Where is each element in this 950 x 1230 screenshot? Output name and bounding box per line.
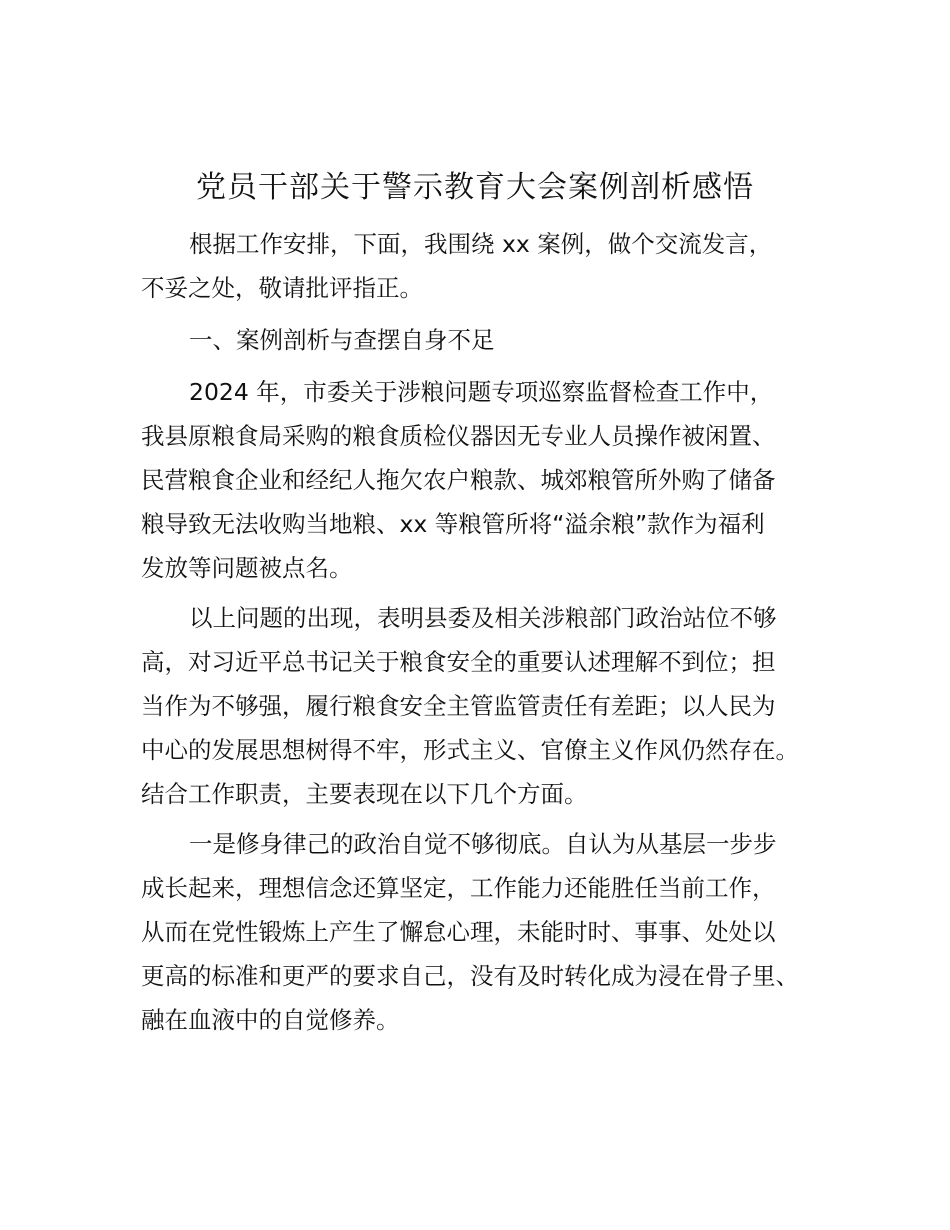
paragraph-analysis (141, 596, 841, 816)
paragraph-point-one (141, 822, 841, 1042)
paragraph-intro (141, 222, 841, 310)
paragraph-line: 成长起来，理想信念还算坚定，工作能力还能胜任当前工作， (141, 874, 776, 902)
paragraph-line: 高，对习近平总书记关于粮食安全的重要认述理解不到位；担 (141, 648, 776, 676)
paragraph-line: 发放等问题被点名。 (141, 554, 353, 582)
paragraph-line: 融在血液中的自觉修养。 (141, 1006, 400, 1034)
paragraph-line: 根据工作安排，下面，我围绕 xx 案例，做个交流发言， (189, 230, 773, 258)
paragraph-line: 当作为不够强，履行粮食安全主管监管责任有差距；以人民为 (141, 692, 776, 720)
section-heading (141, 318, 841, 362)
document-title: 党员干部关于警示教育大会案例剖析感悟 (196, 170, 754, 205)
paragraph-line: 更高的标准和更严的要求自己，没有及时转化成为浸在骨子里、 (141, 962, 799, 990)
paragraph-line: 从而在党性锻炼上产生了懈怠心理，未能时时、事事、处处以 (141, 918, 776, 946)
paragraph-line: 粮导致无法收购当地粮、xx 等粮管所将“溢余粮”款作为福利 (141, 510, 765, 538)
section-heading-text: 一、案例剖析与查摆自身不足 (189, 326, 495, 354)
paragraph-line: 中心的发展思想树得不牢，形式主义、官僚主义作风仍然存在。 (141, 736, 799, 764)
paragraph-line: 一是修身律己的政治自觉不够彻底。自认为从基层一步步 (189, 830, 777, 858)
paragraph-line: 2024 年，市委关于涉粮问题专项巡察监督检查工作中， (189, 378, 774, 406)
paragraph-line: 民营粮食企业和经纪人拖欠农户粮款、城郊粮管所外购了储备 (141, 466, 776, 494)
paragraph-case (141, 370, 841, 590)
paragraph-line: 结合工作职责，主要表现在以下几个方面。 (141, 780, 588, 808)
paragraph-line: 我县原粮食局采购的粮食质检仪器因无专业人员操作被闲置、 (141, 422, 776, 450)
paragraph-line: 以上问题的出现，表明县委及相关涉粮部门政治站位不够 (189, 604, 777, 632)
paragraph-line: 不妥之处，敬请批评指正。 (141, 274, 423, 302)
